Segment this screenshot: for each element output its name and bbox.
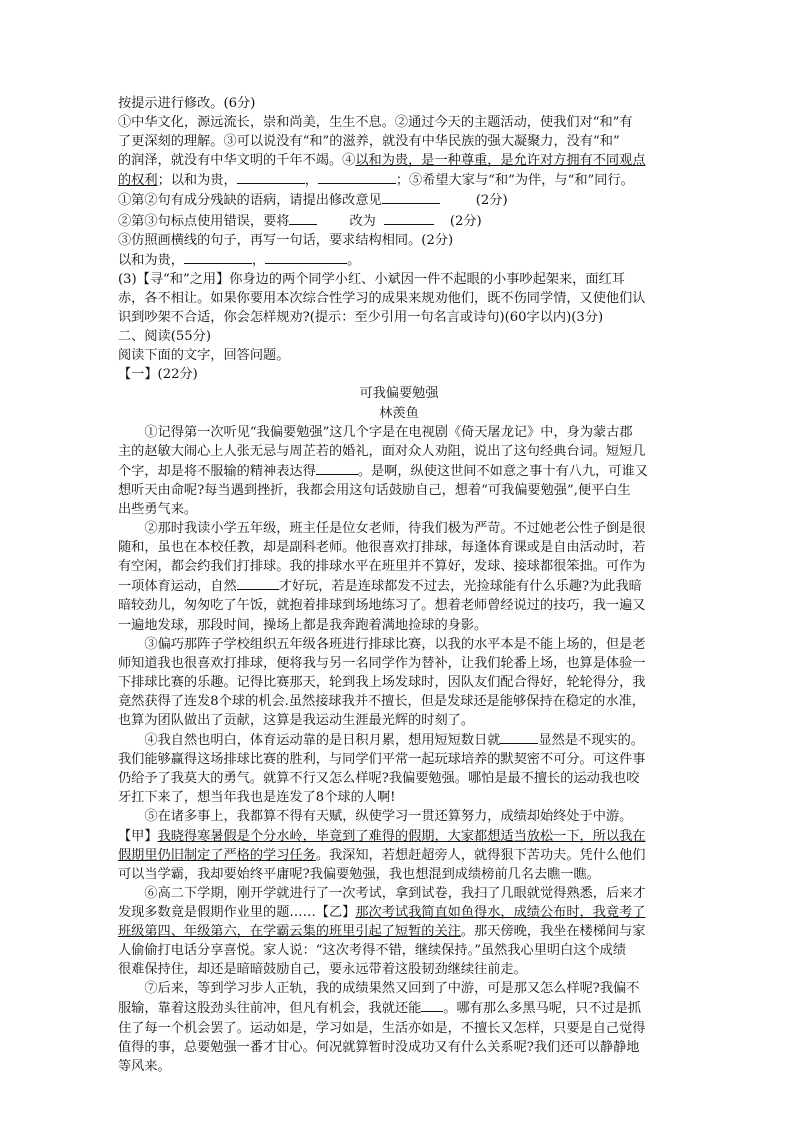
sub-question: ②第③句标点使用错误，要将 改为 (2分) [118,211,680,231]
sub-question: 以和为贵， ， 。 [118,250,680,270]
article-paragraph-1: ①记得第一次听见“我偏要勉强”这几个字是在电视剧《倚天屠龙记》中，身为蒙古郡 主的赵敏大闹心上人张无忌与周芷若的婚礼，面对众人劝阻，说出了这句经典台词。短短几 个字，却是将不服输的精神表达得 。是啊，纵使这世间不如意之事十有八九，可谁又 想听天由命呢?每当遇到挫折，我都会用这句话鼓励自己，想着“可我偏要勉强”,便平白生 出些勇气来。 [118,424,648,517]
answer-blank[interactable] [500,730,538,744]
passage-line: 的权利；以和为贵， ， ；⑤希望大家与“和”为伴，与“和”同行。 [118,170,680,190]
passage-line: ①中华文化，源远流长，崇和尚美，生生不息。②通过今天的主题活动，使我们对“和”有 [118,115,633,131]
underlined-sentence: 班级第四、年级第六，在学霸云集的班里引起了短暂的关注 [118,924,461,940]
article-paragraph-6: ⑥高二下学期，刚开学就进行了一次考试，拿到试卷，我扫了几眼就觉得熟悉，后来才 发现多数竟是假期作业里的题……【乙】那次考试我简直如鱼得水，成绩公布时，我竟考了 班级第四、年级第六，在学霸云集的班里引起了短暂的关注。那天傍晚，我坐在楼梯间与家 人偷偷打电话分享喜悦。家人说：“这次考得不错，继续保持。”虽然我心里明白这个成绩 很难保持住，却还是暗暗鼓励自己，要永远带着这股韧劲继续往前走。 [118,885,646,978]
question-prompt: 按提示进行修改。(6分) [118,96,256,111]
sub-questions [118,190,680,269]
underlined-sentence: 那次考试我简直如鱼得水，成绩公布时，我竟考了 [355,904,646,920]
exam-page [118,94,680,1076]
answer-blank[interactable] [384,211,434,225]
article-paragraph-2: ②那时我读小学五年级，班主任是位女老师，待我们极为严苛。不过她老公性子倒是很 随和，虽也在本校任教，却是副科老师。他很喜欢打排球，每逢体育课或是自由活动时，若 有空闲，都会约我们打排球。我的排球水平在班里并不算好，发球、接球都很笨拙。可作为 一项体育运动，自然 才好玩，若是连球都发不过去，光捡球能有什么乐趣?为此我暗 暗较劲儿，匆匆吃了午饭，就抱着排球到场地练习了。想着老师曾经说过的技巧，我一遍又 一遍地发球，那段时间，操场上都是我奔跑着满地捡球的身影。 [118,521,646,633]
underlined-sentence: 假期里仍旧制定了严格的学习任务 [118,847,316,863]
answer-blank[interactable] [421,998,443,1012]
answer-blank[interactable] [237,576,279,590]
sub-question: ③仿照画横线的句子，再写一句话，要求结构相同。(2分) [118,232,454,248]
sub-question: ①第②句有成分残缺的语病，请提出修改意见 (2分) [118,190,680,210]
part-heading: 【一】(22分) [118,367,198,383]
article-paragraph-5: ⑤在诸多事上，我都算不得有天赋，纵使学习一贯还算努力，成绩却始终处于中游。 【甲】我晓得寒暑假是个分水岭，毕竟到了难得的假期，大家都想适当放松一下，所以我在 假期里仍旧制定了严格的学习任务。我深知，若想赶超旁人，就得狠下苦功夫。凭什么他们 可以当学霸，我却要始终平庸呢?我偏要勉强，我也想混到成绩榜前几名去瞧一瞧。 [118,809,646,882]
answer-blank[interactable] [237,170,305,184]
article-paragraph-3: ③偏巧那阵子学校组织五年级各班进行排球比赛，以我的水平本是不能上场的，但是老 师知道我也很喜欢打排球，便将我与另一名同学作为替补，让我们轮番上场，也算是体验一 下排球比赛的乐趣。记得比赛那天，轮到我上场发球时，因队友们配合得好，轮轮得分，我 竟然获得了连发8个球的机会.虽然接球我并不擅长，但是发球还是能够保持在稳定的水准， 也算为团队做出了贡献，这算是我运动生涯最光辉的时刻了。 [118,636,646,728]
article-paragraph-4: ④我自然也明白，体育运动靠的是日积月累，想用短短数日就 显然是不现实的。 我们能够赢得这场排球比赛的胜利，与同学们平常一起玩球培养的默契密不可分。可这件事 仍给予了我莫大的勇气。就算不行又怎么样呢?我偏要勉强。哪怕是最不擅长的运动我也咬 牙扛下来了，想当年我也是连发了8个球的人啊! [118,730,680,807]
article-title: 可我偏要勉强 [359,386,439,402]
answer-blank[interactable] [318,170,396,184]
question-3: (3)【寻“和”之用】你身边的两个同学小红、小斌因一件不起眼的小事吵起架来，面红耳 赤，各不相让。如果你要用本次综合性学习的成果来规劝他们，既不伤同学情，又使他们认 识到吵架不合适，你会怎样规劝?(提示：至少引用一句名言或诗句)(60字以内)(3分) [118,271,646,326]
article-author: 林羡鱼 [379,405,419,421]
passage-line: 的润泽，就没有中华文明的千年不竭。④以和为贵，是一种尊重，是允许对方拥有不同观点 [118,153,646,169]
section-instruction: 阅读下面的文字，回答问题。 [118,348,290,364]
answer-blank[interactable] [316,461,358,475]
article-paragraph-7: ⑦后来，等到学习步人正轨，我的成绩果然又回到了中游，可是那又怎么样呢?我偏不 服输，靠着这股劲头往前冲，但凡有机会，我就还能 。哪有那么多黑马呢，只不过是抓 住了每一个机会罢了。运动如是，学习如是，生活亦如是，不擅长又怎样，只要是自己觉得 值得的事，总要勉强一番才甘心。何况就算暂时没成功又有什么关系呢?我们还可以静静地 等风来。 [118,981,646,1074]
answer-blank[interactable] [184,250,252,264]
answer-blank[interactable] [289,211,317,225]
answer-blank[interactable] [265,250,347,264]
underlined-sentence: 以和为贵，是一种尊重，是允许对方拥有不同观点 [355,153,646,169]
answer-blank[interactable] [382,190,440,204]
marker-jia: 【甲】 [118,828,158,844]
passage-line: 了更深刻的理解。③可以说没有“和”的滋养，就没有中华民族的强大凝聚力，没有“和” [118,134,620,150]
underlined-sentence: 的权利 [118,173,158,189]
underlined-sentence: 我晓得寒暑假是个分水岭，毕竟到了难得的假期，大家都想适当放松一下，所以我在 [157,828,646,844]
section-heading: 二、阅读(55分) [118,329,212,345]
question-passage [118,113,680,190]
